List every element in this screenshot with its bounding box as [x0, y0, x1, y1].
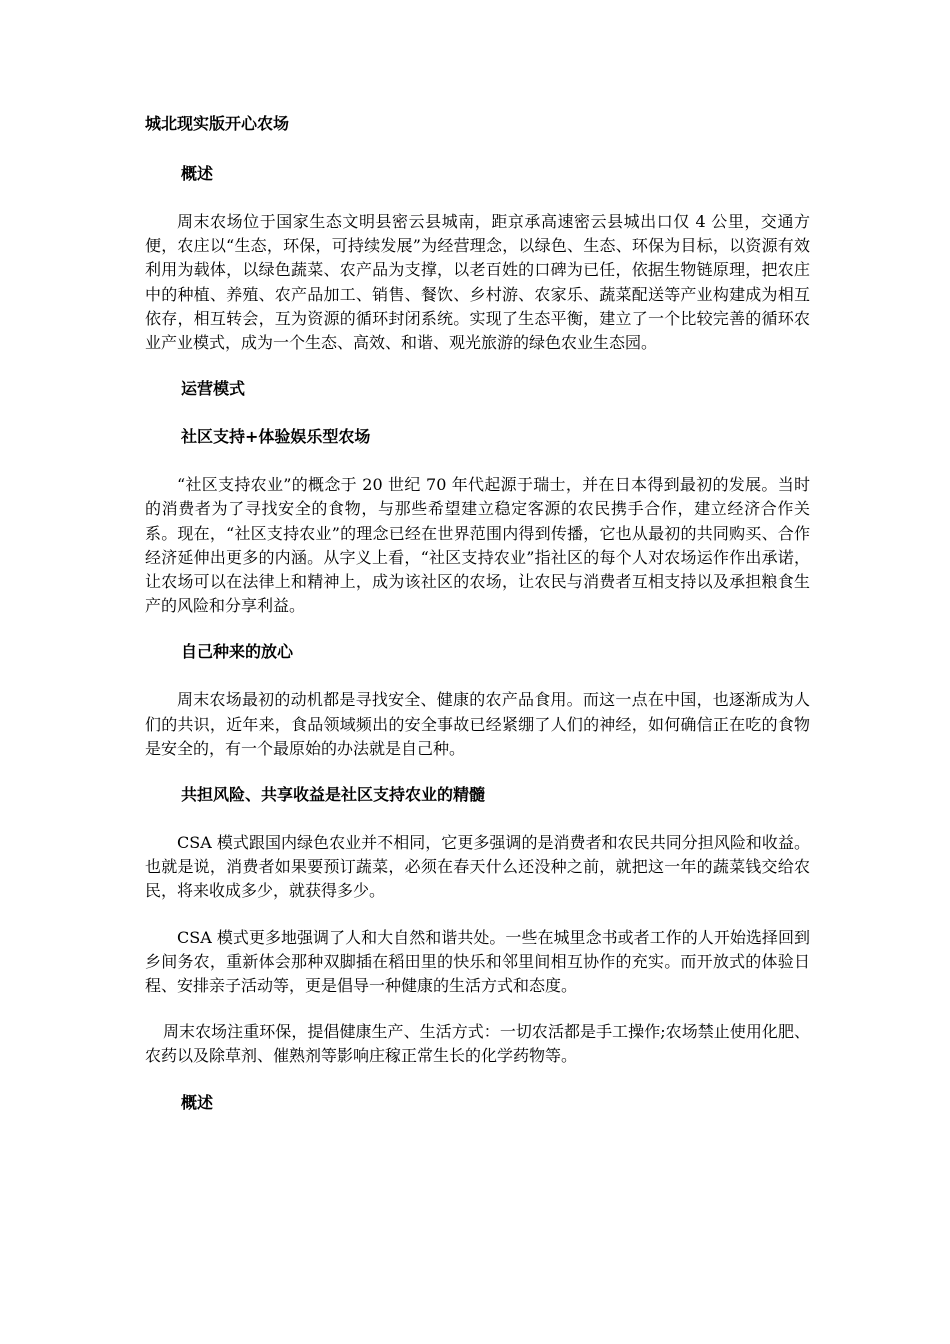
section-heading-overview: 概述	[181, 164, 214, 183]
paragraph-risk-1: CSA 模式跟国内绿色农业并不相同，它更多强调的是消费者和农民共同分担风险和收益。也就是说，消费者如果要预订蔬菜，必须在春天什么还没种之前，就把这一年的蔬菜钱交给农民，将来收成多少，就获得多少。	[145, 833, 810, 901]
paragraph-overview: 周末农场位于国家生态文明县密云县城南，距京承高速密云县城出口仅 4 公里，交通方便，农庄以“生态，环保，可持续发展”为经营理念，以绿色、生态、环保为目标，以资源有效利用为载体，以绿色蔬菜、农产品为支撑，以老百姓的口碑为已任，依据生物链原理，把农庄中的种植、养殖、农产品加工、销售、餐饮、乡村游、农家乐、蔬菜配送等产业构建成为相互依存，相互转会，互为资源的循环封闭系统。实现了生态平衡，建立了一个比较完善的循环农业产业模式，成为一个生态、高效、和谐、观光旅游的绿色农业生态园。	[145, 212, 810, 353]
section-heading-operation: 运营模式	[181, 379, 246, 399]
document-title: 城北现实版开心农场	[145, 114, 290, 133]
paragraph-eco: 周末农场注重环保，提倡健康生产、生活方式：一切农活都是手工操作;农场禁止使用化肥、农药以及除草剂、催熟剂等影响庄稼正常生长的化学药物等。	[145, 1022, 810, 1066]
section-heading-risk: 共担风险、共享收益是社区支持农业的精髓	[181, 785, 486, 805]
section-heading-selfgrow: 自己种来的放心	[181, 642, 294, 662]
paragraph-selfgrow: 周末农场最初的动机都是寻找安全、健康的农产品食用。而这一点在中国，也逐渐成为人们的共识，近年来，食品领域频出的安全事故已经紧绷了人们的神经，如何确信正在吃的食物是安全的，有一个最原始的办法就是自己种。	[145, 690, 810, 758]
document-page	[145, 112, 810, 1139]
paragraph-risk-2: CSA 模式更多地强调了人和大自然和谐共处。一些在城里念书或者工作的人开始选择回到乡间务农，重新体会那种双脚插在稻田里的快乐和邻里间相互协作的充实。而开放式的体验日程、安排亲子活动等，更是倡导一种健康的生活方式和态度。	[145, 927, 810, 996]
paragraph-csa: “社区支持农业”的概念于 20 世纪 70 年代起源于瑞士，并在日本得到最初的发展。当时的消费者为了寻找安全的食物，与那些希望建立稳定客源的农民携手合作，建立经济合作关系。现在，“社区支持农业”的理念已经在世界范围内得到传播，它也从最初的共同购买、合作经济延伸出更多的内涵。从字义上看，“社区支持农业”指社区的每个人对农场运作作出承诺，让农场可以在法律上和精神上，成为该社区的农场，让农民与消费者互相支持以及承担粮食生产的风险和分享利益。	[145, 475, 810, 616]
section-heading-csa: 社区支持+体验娱乐型农场	[181, 427, 371, 447]
section-heading-overview-2: 概述	[181, 1092, 214, 1112]
